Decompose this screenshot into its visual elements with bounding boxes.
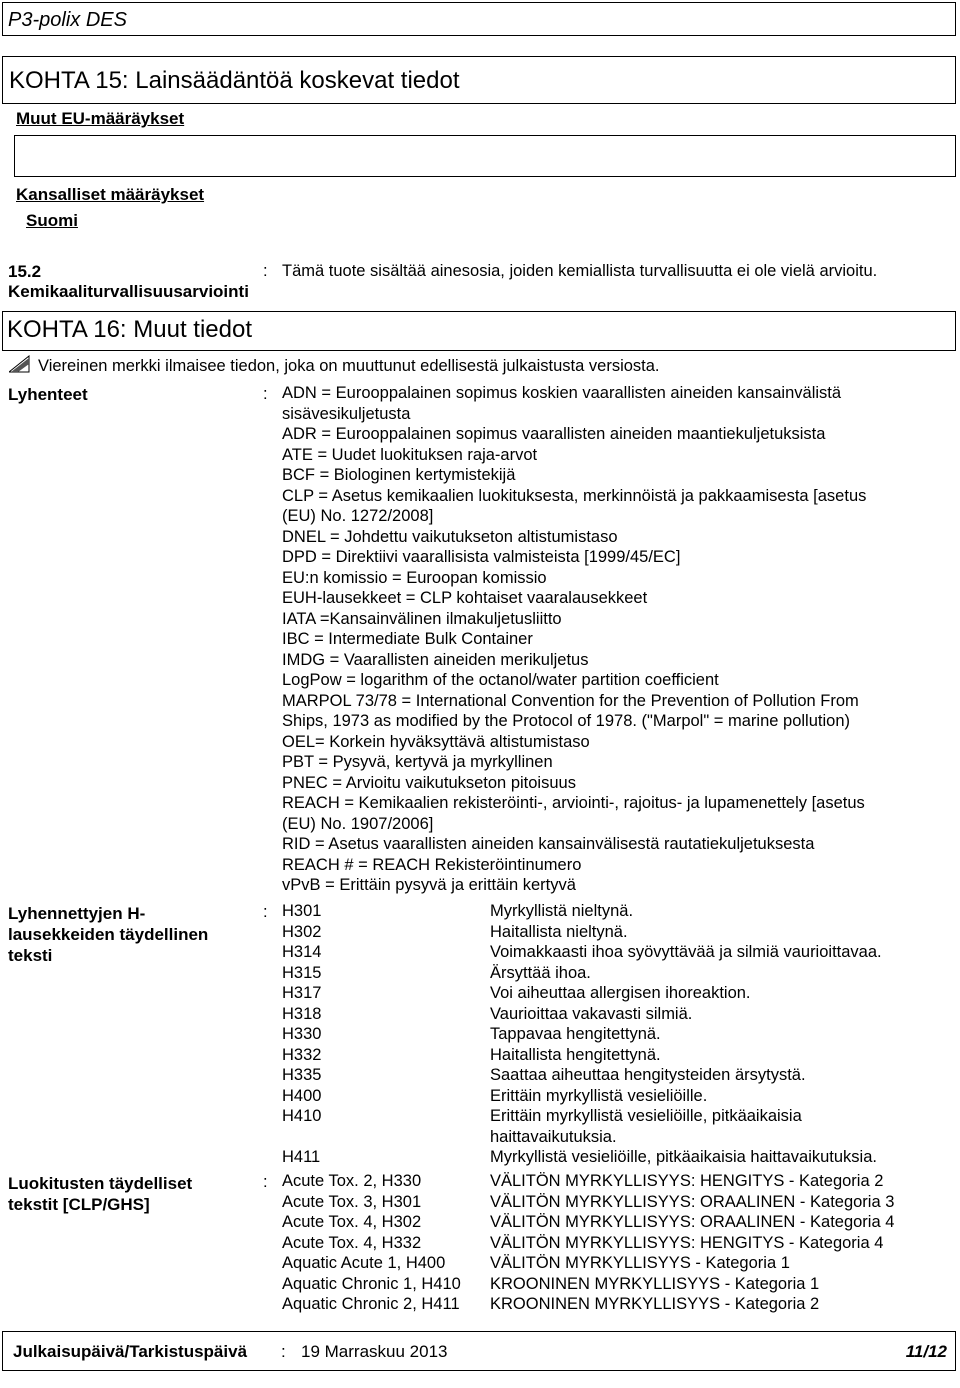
h-statement-row: [282, 1065, 806, 1086]
clp-class: Aquatic Acute 1, H400: [282, 1254, 446, 1272]
clp-row: [282, 1192, 895, 1213]
h-statement-row: [282, 963, 591, 984]
abbreviation-line: PNEC = Arvioitu vaikutukseton pitoisuus: [282, 773, 576, 792]
abbreviation-line: IBC = Intermediate Bulk Container: [282, 630, 533, 648]
h-text: Saattaa aiheuttaa hengitysteiden ärsytystä.: [490, 1066, 806, 1084]
h-code: H315: [282, 963, 322, 982]
abbreviation-line: EU:n komissio = Euroopan komissio: [282, 568, 547, 587]
clp-text: VÄLITÖN MYRKYLLISYYS: ORAALINEN - Kategoria 3: [490, 1192, 895, 1211]
abbreviation-line: (EU) No. 1272/2008]: [282, 507, 434, 525]
h-statements-colon: :: [263, 903, 268, 921]
section-15-header: [2, 56, 956, 104]
h-code: H332: [282, 1045, 322, 1064]
abbreviation-line: ADR = Eurooppalainen sopimus vaarallisten aineiden maantiekuljetuksista: [282, 425, 826, 443]
clp-text: KROONINEN MYRKYLLISYYS - Kategoria 2: [490, 1295, 820, 1313]
abbreviation-line: BCF = Biologinen kertymistekijä: [282, 466, 516, 484]
abbreviation-line: (EU) No. 1907/2006]: [282, 814, 434, 833]
national-regulations-link[interactable]: Kansalliset määräykset: [16, 185, 205, 204]
h-text: Voimakkaasti ihoa syövyttävää ja silmiä vaurioittavaa.: [490, 943, 882, 961]
h-text: Vaurioittaa vakavasti silmiä.: [490, 1004, 693, 1023]
clp-colon: :: [263, 1173, 268, 1191]
clp-class: Aquatic Chronic 2, H411: [282, 1295, 460, 1313]
h-statement-row: [282, 1024, 661, 1045]
h-code: H411: [282, 1148, 321, 1166]
h-code: H317: [282, 984, 322, 1002]
abbreviation-line: DPD = Direktiivi vaarallisista valmisteista [1999/45/EC]: [282, 548, 681, 566]
h-code: H302: [282, 922, 322, 941]
footer-date: 19 Marraskuu 2013: [301, 1342, 448, 1361]
h-text: Erittäin myrkyllistä vesieliöille, pitkäaikaisia: [490, 1107, 802, 1125]
subsection-colon: :: [263, 262, 268, 280]
h-statement-row: [282, 1086, 708, 1107]
clp-row: [282, 1233, 884, 1254]
eu-regulations-link[interactable]: Muut EU-määräykset: [16, 109, 185, 128]
h-statements-label: [8, 903, 208, 966]
clp-row: [282, 1294, 820, 1315]
h-text: Haitallista nieltynä.: [490, 922, 628, 941]
country-link[interactable]: Suomi: [26, 211, 78, 230]
h-code: H400: [282, 1086, 322, 1105]
abbreviation-line: MARPOL 73/78 = International Convention for the Prevention of Pollution From: [282, 691, 859, 710]
h-code: H410: [282, 1107, 322, 1125]
abbreviation-line: ATE = Uudet luokituksen raja-arvot: [282, 445, 538, 464]
h-text: Haitallista hengitettynä.: [490, 1045, 661, 1064]
clp-row: [282, 1274, 820, 1295]
abbreviation-line: DNEL = Johdettu vaikutukseton altistumistaso: [282, 527, 618, 546]
h-statement-row: [282, 922, 628, 943]
footer-date-label: Julkaisupäivä/Tarkistuspäivä: [13, 1342, 248, 1361]
footer-colon: :: [281, 1342, 286, 1361]
abbreviation-line: sisävesikuljetusta: [282, 404, 411, 423]
h-text: Myrkyllistä nieltynä.: [490, 902, 634, 920]
h-code: H335: [282, 1066, 322, 1084]
h-statements-table: [282, 901, 882, 1168]
clp-text: KROONINEN MYRKYLLISYYS - Kategoria 1: [490, 1274, 820, 1293]
abbreviation-line: OEL= Korkein hyväksyttävä altistumistaso: [282, 732, 590, 751]
abbreviation-line: LogPow = logarithm of the octanol/water partition coefficient: [282, 671, 719, 689]
h-text: Myrkyllistä vesieliöille, pitkäaikaisia haittavaikutuksia.: [490, 1148, 877, 1166]
h-text: haittavaikutuksia.: [490, 1127, 617, 1146]
clp-text: VÄLITÖN MYRKYLLISYYS: HENGITYS - Kategoria 2: [490, 1172, 884, 1190]
h-statement-row: [282, 1147, 877, 1168]
h-label-line: lausekkeiden täydellinen: [8, 925, 209, 944]
h-code: H301: [282, 902, 322, 920]
h-code: H330: [282, 1025, 322, 1043]
h-text: Ärsyttää ihoa.: [490, 963, 591, 982]
section-16-header: [2, 311, 956, 351]
page-number: 11/12: [905, 1342, 947, 1361]
abbreviation-line: REACH # = REACH Rekisteröintinumero: [282, 855, 582, 874]
abbreviation-line: PBT = Pysyvä, kertyvä ja myrkyllinen: [282, 753, 553, 771]
h-statement-row: [282, 1106, 802, 1127]
abbreviation-line: IATA =Kansainvälinen ilmakuljetusliitto: [282, 609, 562, 628]
eu-regulations-box: [14, 135, 956, 177]
clp-class: Aquatic Chronic 1, H410: [282, 1274, 461, 1293]
abbreviation-line: EUH-lausekkeet = CLP kohtaiset vaaralausekkeet: [282, 589, 648, 607]
h-code: H318: [282, 1004, 322, 1023]
abbreviations-colon: :: [263, 385, 268, 403]
abbreviation-line: ADN = Eurooppalainen sopimus koskien vaarallisten aineiden kansainvälistä: [282, 384, 842, 402]
clp-row: [282, 1253, 790, 1274]
clp-row: [282, 1212, 895, 1233]
abbreviation-line: RID = Asetus vaarallisten aineiden kansainvälisestä rautatiekuljetuksesta: [282, 835, 815, 853]
revision-marker-icon: [9, 355, 31, 373]
clp-class: Acute Tox. 3, H301: [282, 1192, 422, 1211]
abbreviation-line: vPvB = Erittäin pysyvä ja erittäin kertyvä: [282, 876, 576, 894]
abbreviation-line: CLP = Asetus kemikaalien luokituksesta, merkinnöistä ja pakkaamisesta [asetus: [282, 486, 867, 505]
h-label-line: teksti: [8, 946, 53, 965]
clp-text: VÄLITÖN MYRKYLLISYYS: HENGITYS - Kategoria 4: [490, 1233, 884, 1252]
clp-text: VÄLITÖN MYRKYLLISYYS: ORAALINEN - Kategoria 4: [490, 1213, 895, 1231]
clp-class: Acute Tox. 4, H332: [282, 1233, 422, 1252]
abbreviations-list: [282, 383, 866, 896]
clp-row: [282, 1171, 884, 1192]
abbreviation-line: REACH = Kemikaalien rekisteröinti-, arviointi-, rajoitus- ja lupamenettely [asetus: [282, 794, 865, 812]
clp-table: [282, 1171, 895, 1315]
h-statement-row: [282, 942, 882, 963]
header-bar: [2, 2, 956, 36]
h-statement-row: [282, 1004, 693, 1025]
h-text: Tappavaa hengitettynä.: [490, 1025, 661, 1043]
clp-label-line: tekstit [CLP/GHS]: [8, 1195, 150, 1214]
abbreviations-label: Lyhenteet: [8, 385, 88, 404]
subsection-number: 15.2: [8, 262, 42, 281]
clp-text: VÄLITÖN MYRKYLLISYYS - Kategoria 1: [490, 1254, 790, 1272]
subsection-text: Tämä tuote sisältää ainesosia, joiden kemiallista turvallisuutta ei ole vielä arvioitu.: [282, 262, 878, 280]
h-label-line: Lyhennettyjen H-: [8, 904, 146, 923]
product-name: P3-polix DES: [8, 9, 127, 31]
clp-label-line: Luokitusten täydelliset: [8, 1174, 193, 1193]
abbreviation-line: Ships, 1973 as modified by the Protocol of 1978. ("Marpol" = marine pollution): [282, 712, 850, 730]
h-statement-row: [282, 901, 634, 922]
h-code: H314: [282, 943, 322, 961]
clp-label: [8, 1173, 192, 1215]
h-text: Voi aiheuttaa allergisen ihoreaktion.: [490, 984, 751, 1002]
h-statement-row: [282, 983, 751, 1004]
h-text: Erittäin myrkyllistä vesieliöille.: [490, 1086, 708, 1105]
footer-bar: [2, 1331, 956, 1371]
abbreviation-line: IMDG = Vaarallisten aineiden merikuljetus: [282, 650, 589, 669]
h-statement-continuation: [282, 1127, 617, 1148]
section-15-title: KOHTA 15: Lainsäädäntöä koskevat tiedot: [9, 67, 460, 94]
h-statement-row: [282, 1045, 661, 1066]
section-16-title: KOHTA 16: Muut tiedot: [7, 316, 253, 343]
clp-class: Acute Tox. 4, H302: [282, 1213, 422, 1231]
revision-note: Viereinen merkki ilmaisee tiedon, joka on muuttunut edellisestä julkaistusta versiosta.: [38, 357, 660, 375]
subsection-label: Kemikaaliturvallisuusarviointi: [8, 282, 249, 301]
clp-class: Acute Tox. 2, H330: [282, 1172, 422, 1190]
